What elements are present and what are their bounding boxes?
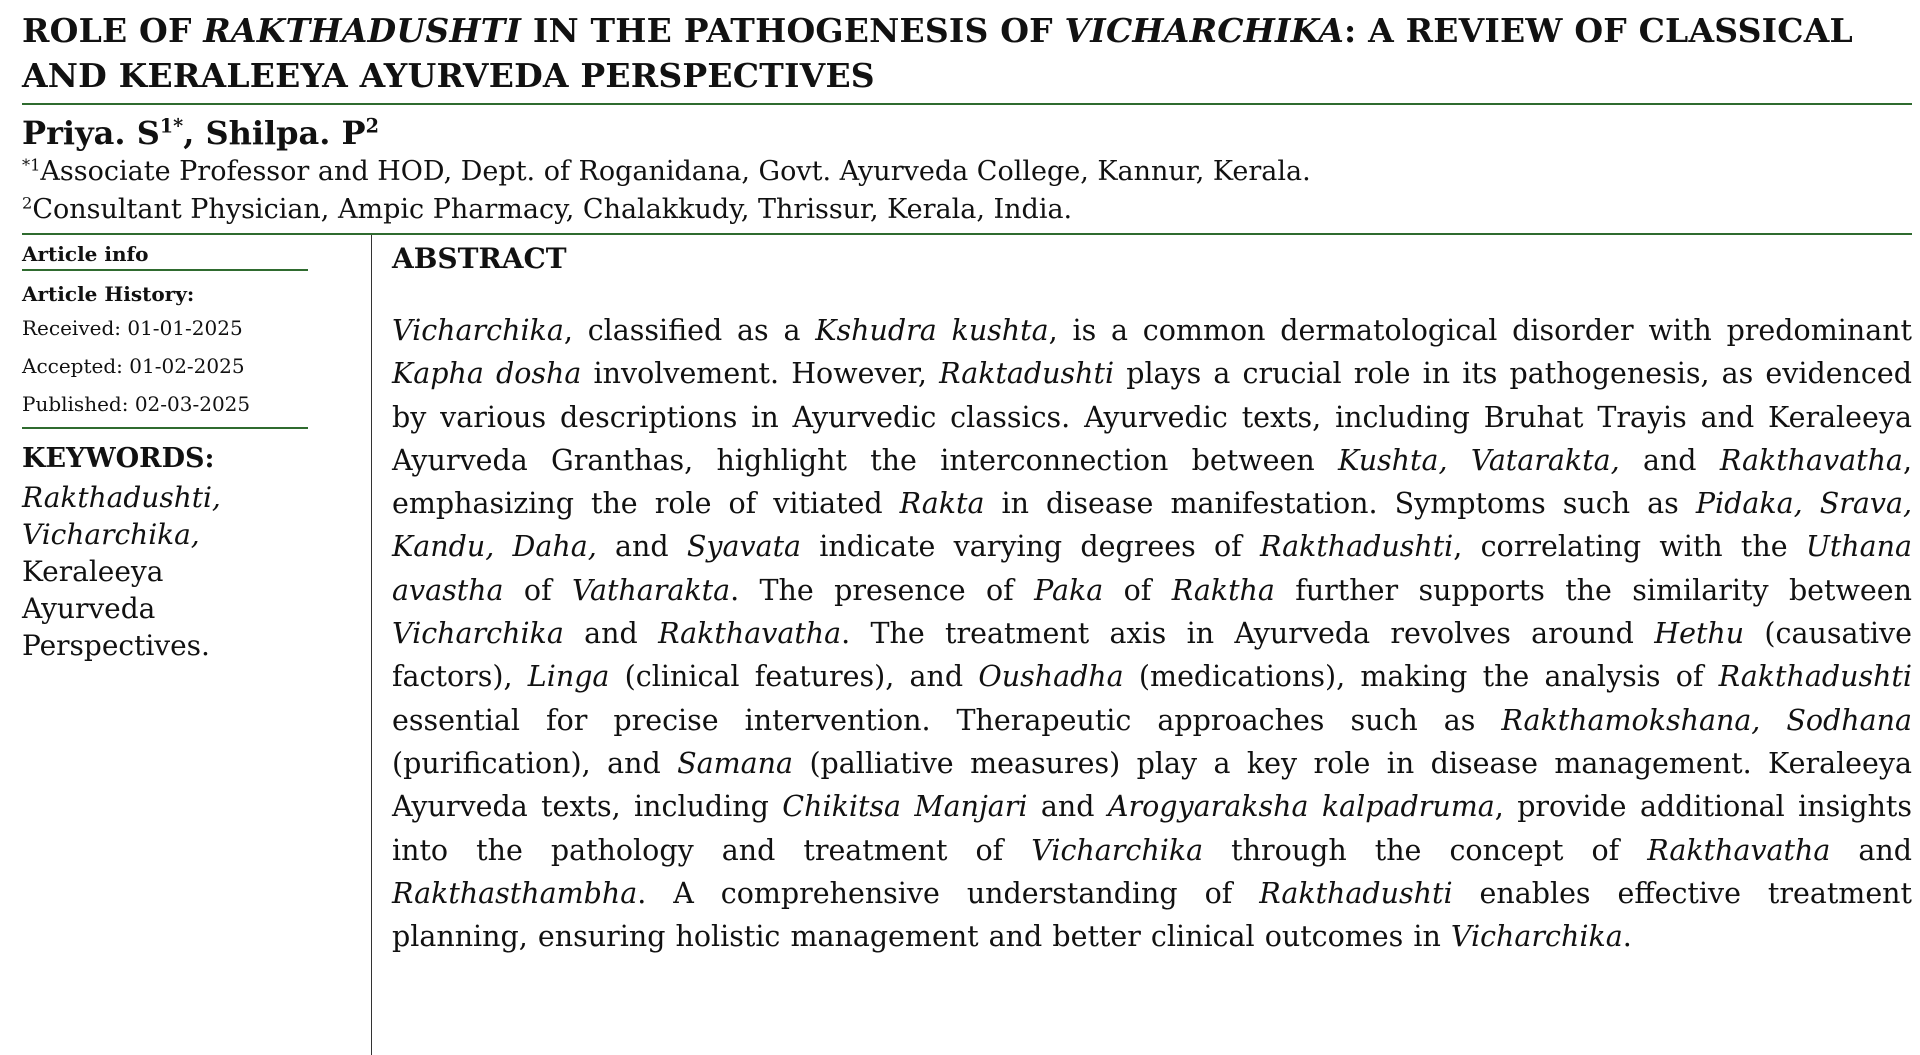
abstract-segment: Rakthavatha <box>1647 833 1831 867</box>
author-separator: , <box>183 114 206 152</box>
abstract-segment: Arogyaraksha kalpadruma <box>1107 790 1495 824</box>
abstract-segment: involvement. However, <box>581 357 940 391</box>
abstract-segment: essential for precise intervention. Therapeutic approaches such as <box>392 703 1502 737</box>
keyword-item: Vicharchika, <box>22 518 200 551</box>
abstract-segment: Rakthavatha <box>1719 443 1903 477</box>
abstract-segment: Rakthavatha <box>658 617 842 651</box>
abstract-segment: of <box>1103 573 1172 607</box>
abstract-segment: Vicharchika <box>392 617 564 651</box>
abstract-section <box>392 235 1912 958</box>
abstract-segment: , classified as a <box>563 314 816 347</box>
abstract-segment: Vicharchika <box>1450 920 1623 954</box>
abstract-segment: , is a common dermatological disorder with predominant <box>1048 314 1912 347</box>
accepted-date: Accepted: 01-02-2025 <box>22 354 245 378</box>
author-superscript: 2 <box>365 114 379 138</box>
abstract-segment: . A comprehensive understanding of <box>637 876 1260 910</box>
affiliation-text: Associate Professor and HOD, Dept. of Roganidana, Govt. Ayurveda College, Kannur, Kerala. <box>40 156 1311 187</box>
abstract-segment: (palliative measures) play a key role in disease management. Keraleeya Ayurveda texts, including <box>392 746 1913 824</box>
title-segment: VICHARCHIKA <box>1064 11 1345 50</box>
article-info-heading: Article info <box>22 242 149 266</box>
abstract-segment: Kushta, Vatarakta, <box>1338 443 1620 477</box>
abstract-segment: Rakthadushti <box>1718 660 1912 694</box>
keyword-item: Ayurveda <box>22 592 156 625</box>
title-divider <box>22 103 1912 105</box>
abstract-segment: Rakthamokshana, Sodhana <box>1501 703 1912 737</box>
abstract-segment: (clinical features), and <box>609 660 979 694</box>
affiliation-text: Consultant Physician, Ampic Pharmacy, Chalakkudy, Thrissur, Kerala, India. <box>32 194 1073 225</box>
abstract-segment: Samana <box>677 746 794 780</box>
keyword-item: Keraleeya <box>22 555 164 588</box>
author-superscript: 1* <box>159 114 184 138</box>
abstract-segment: Raktadushti <box>939 357 1115 391</box>
title-segment: ROLE OF <box>22 11 204 50</box>
abstract-segment: Rakta <box>899 487 985 521</box>
author-name: Shilpa. P <box>205 114 366 152</box>
abstract-segment: , emphasizing the role of vitiated <box>392 443 1912 521</box>
abstract-segment: (causative factors), <box>392 617 1913 694</box>
abstract-body <box>392 309 1912 958</box>
paper-title <box>22 8 1912 98</box>
abstract-segment: Vicharchika <box>1031 833 1204 867</box>
title-segment: RAKTHADUSHTI <box>203 11 522 50</box>
affiliation-superscript: *1 <box>22 155 41 175</box>
abstract-segment: Chikitsa Manjari <box>782 790 1028 824</box>
abstract-segment: and <box>1027 790 1108 824</box>
abstract-segment: Vicharchika <box>392 314 564 347</box>
abstract-segment: in disease manifestation. Symptoms such as <box>984 487 1696 521</box>
abstract-segment: . The presence of <box>730 573 1035 607</box>
abstract-segment: Rakthasthambha <box>392 876 638 910</box>
abstract-segment: Rakthadushti <box>1259 876 1453 910</box>
abstract-segment: . The treatment axis in Ayurveda revolves around <box>841 617 1655 651</box>
abstract-segment: and <box>563 617 659 651</box>
abstract-heading: ABSTRACT <box>392 242 567 275</box>
abstract-segment: Uthana avastha <box>392 530 1912 607</box>
abstract-segment: enables effective treatment planning, ensuring holistic management and better clinical outcomes in <box>392 876 1912 954</box>
affiliation-line <box>22 153 1912 191</box>
keyword-item: Rakthadushti, <box>22 481 221 514</box>
author-name: Priya. S <box>22 114 160 152</box>
abstract-segment: Kapha dosha <box>392 357 582 391</box>
abstract-segment: (medications), making the analysis of <box>1123 660 1719 694</box>
abstract-segment: . <box>1622 920 1632 954</box>
title-segment: IN THE PATHOGENESIS OF <box>521 11 1065 50</box>
abstract-segment: , provide additional insights into the pathology and treatment of <box>392 790 1913 867</box>
abstract-segment: Kshudra kushta <box>815 314 1049 347</box>
abstract-segment: and <box>1619 443 1720 477</box>
abstract-segment: Pidaka, Srava, Kandu, Daha, <box>392 487 1912 564</box>
abstract-segment: Raktha <box>1171 573 1275 607</box>
body-columns <box>22 235 1912 1055</box>
abstract-segment: Hethu <box>1654 617 1745 651</box>
article-history-heading: Article History: <box>22 282 195 306</box>
abstract-segment: Rakthadushti <box>1259 530 1454 564</box>
abstract-segment: indicate varying degrees of <box>801 530 1260 564</box>
keyword-item: Perspectives. <box>22 629 210 662</box>
abstract-segment: Paka <box>1034 573 1104 607</box>
abstract-segment: further supports the similarity between <box>1274 573 1912 607</box>
abstract-segment: through the concept of <box>1203 833 1648 867</box>
author-list <box>22 113 1912 153</box>
received-date: Received: 01-01-2025 <box>22 316 243 340</box>
abstract-segment: plays a crucial role in its pathogenesis, as evidenced by various descriptions in Ayurvedic classics. Ayurvedic texts, including Bruhat Trayis and Keraleeya Ayurveda Granthas, highlight the interconnection between <box>392 357 1912 477</box>
history-divider <box>22 427 308 429</box>
paper-page <box>22 8 1912 1048</box>
title-segment: : A REVIEW OF CLASSICAL AND KERALEEYA AYURVEDA PERSPECTIVES <box>22 11 1853 95</box>
abstract-segment: and <box>1830 833 1912 867</box>
article-info-divider <box>22 269 308 271</box>
affiliation-superscript: 2 <box>22 193 33 213</box>
column-divider <box>371 235 372 1055</box>
abstract-segment: Syavata <box>686 530 802 564</box>
abstract-segment: (purification), and <box>392 746 678 780</box>
abstract-segment: , correlating with the <box>1453 530 1806 564</box>
keywords-heading: KEYWORDS: <box>22 443 215 474</box>
published-date: Published: 02-03-2025 <box>22 392 251 416</box>
abstract-segment: of <box>503 573 572 607</box>
abstract-segment: and <box>596 530 687 564</box>
abstract-segment: Oushadha <box>978 660 1124 694</box>
article-info-sidebar <box>22 235 308 664</box>
abstract-segment: Vatharakta <box>572 573 731 607</box>
affiliation-line <box>22 191 1912 229</box>
abstract-segment: Linga <box>527 660 610 694</box>
